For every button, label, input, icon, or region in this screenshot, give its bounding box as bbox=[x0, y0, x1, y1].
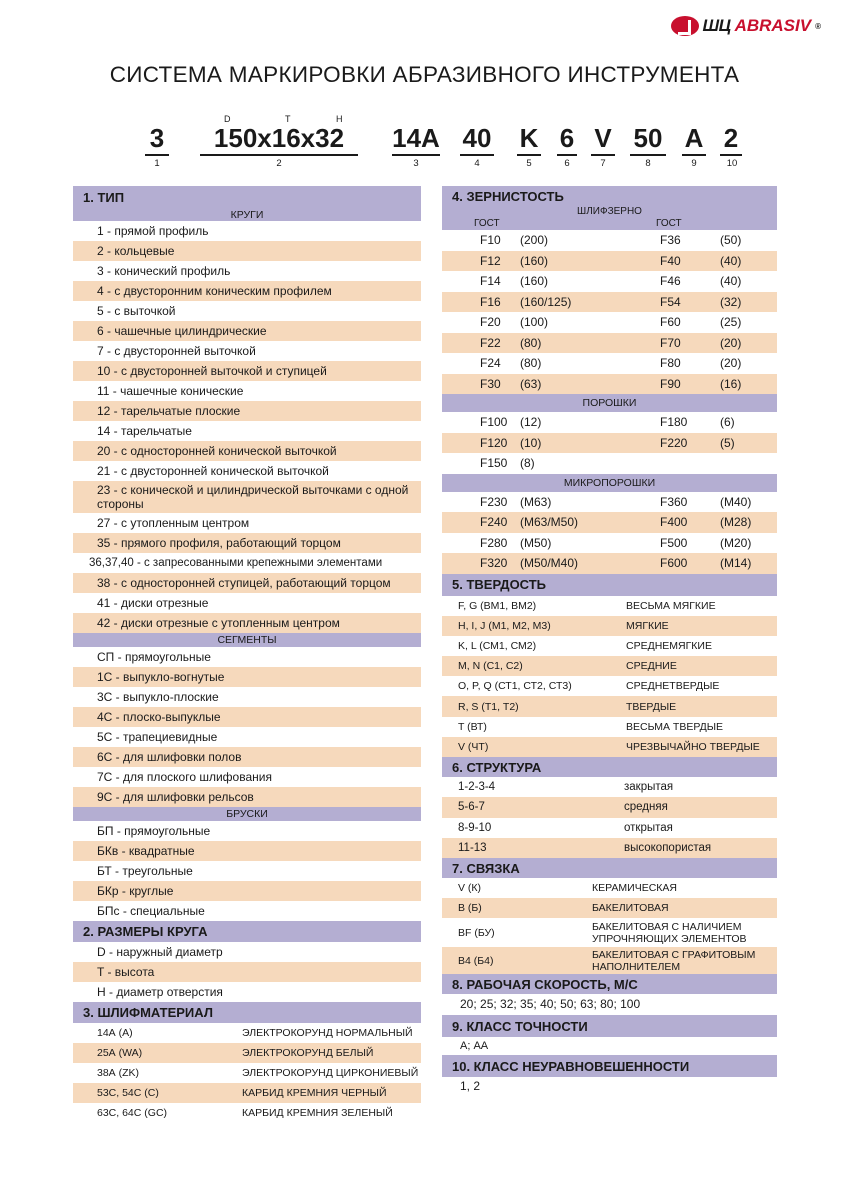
material-code: 25А (WA) bbox=[97, 1047, 143, 1059]
grit-fepa: F150 bbox=[480, 456, 508, 471]
grit-gost: (16) bbox=[720, 376, 742, 391]
row-value: закрытая bbox=[624, 781, 674, 794]
row-value: открытая bbox=[624, 821, 673, 834]
section-title-material: 3. ШЛИФМАТЕРИАЛ bbox=[73, 1002, 421, 1023]
row-key: V (К) bbox=[458, 882, 482, 895]
grit-gost: (5) bbox=[720, 435, 735, 450]
grit-gost: (6) bbox=[720, 415, 735, 430]
code-token: 50 bbox=[630, 122, 666, 156]
table-row bbox=[442, 947, 777, 974]
list-item: 6С - для шлифовки полов bbox=[73, 747, 421, 767]
grit-gost: (М63/М50) bbox=[520, 515, 579, 530]
material-name: ЭЛЕКТРОКОРУНД НОРМАЛЬНЫЙ bbox=[242, 1027, 413, 1039]
grit-fepa: F22 bbox=[480, 335, 501, 350]
list-item: 20 - с односторонней конической выточкой bbox=[73, 441, 421, 461]
row-key: B (Б) bbox=[458, 902, 482, 915]
grit-gost: (160) bbox=[520, 274, 549, 289]
grit-gost: (32) bbox=[720, 294, 742, 309]
list-item: 1С - выпукло-вогнутые bbox=[73, 667, 421, 687]
list-item: 4С - плоско-выпуклые bbox=[73, 707, 421, 727]
material-name: ЭЛЕКТРОКОРУНД БЕЛЫЙ bbox=[242, 1047, 374, 1059]
grit-row bbox=[442, 312, 777, 333]
grit-gost: (М20) bbox=[720, 535, 752, 550]
grit-gost: (80) bbox=[520, 335, 542, 350]
row-key: V (ЧТ) bbox=[458, 740, 489, 753]
section-title-grit: 4. ЗЕРНИСТОСТЬ bbox=[442, 186, 777, 206]
logo-text: ШЦ bbox=[702, 16, 731, 35]
code-token: 150х16х32 bbox=[200, 122, 358, 156]
grit-fepa: F500 bbox=[660, 535, 688, 550]
row-value: БАКЕЛИТОВАЯ С ГРАФИТОВЫМ НАПОЛНИТЕЛЕМ bbox=[592, 948, 756, 973]
row-key: 11-13 bbox=[458, 842, 487, 855]
grit-row bbox=[442, 251, 777, 272]
grit-table-mikroporoshki bbox=[442, 492, 777, 574]
subsection-mikroporoshki: МИКРОПОРОШКИ bbox=[442, 474, 777, 492]
left-column bbox=[73, 186, 421, 1123]
material-code: 38А (ZK) bbox=[97, 1067, 140, 1079]
row-value: ТВЕРДЫЕ bbox=[626, 700, 677, 713]
code-token: K bbox=[517, 122, 541, 156]
table-row bbox=[442, 878, 777, 898]
row-key: H, I, J (М1, М2, М3) bbox=[458, 619, 551, 632]
grit-row bbox=[442, 433, 777, 454]
row-value: СРЕДНЕМЯГКИЕ bbox=[626, 639, 712, 652]
material-code: 53С, 54С (С) bbox=[97, 1087, 159, 1099]
grit-fepa: F600 bbox=[660, 556, 688, 571]
code-number: 2 bbox=[276, 158, 282, 169]
row-key: R, S (Т1, Т2) bbox=[458, 700, 519, 713]
right-column bbox=[442, 186, 777, 1095]
grit-gost: (25) bbox=[720, 315, 742, 330]
row-key: T (ВТ) bbox=[458, 720, 487, 733]
grit-fepa: F120 bbox=[480, 435, 508, 450]
grit-fepa: F280 bbox=[480, 535, 508, 550]
grit-gost: (20) bbox=[720, 356, 742, 371]
grit-subheader bbox=[442, 206, 777, 230]
grit-gost: (63) bbox=[520, 376, 542, 391]
grit-row bbox=[442, 553, 777, 574]
row-key: 5-6-7 bbox=[458, 801, 485, 814]
table-row bbox=[73, 1083, 421, 1103]
section-title-structure: 6. СТРУКТУРА bbox=[442, 757, 777, 777]
grit-fepa: F30 bbox=[480, 376, 501, 391]
list-item: 23 - с конической и цилиндрической выточками с одной стороны bbox=[73, 481, 421, 513]
code-token: 3 bbox=[145, 122, 169, 156]
grit-fepa: F20 bbox=[480, 315, 501, 330]
list-item: СП - прямоугольные bbox=[73, 647, 421, 667]
grit-fepa: F12 bbox=[480, 253, 501, 268]
code-token: 6 bbox=[557, 122, 577, 156]
grit-row bbox=[442, 374, 777, 395]
brand-logo bbox=[671, 16, 821, 36]
section-title-accuracy: 9. КЛАСС ТОЧНОСТИ bbox=[442, 1015, 777, 1037]
grit-row bbox=[442, 333, 777, 354]
material-name: КАРБИД КРЕМНИЯ ЗЕЛЕНЫЙ bbox=[242, 1107, 393, 1119]
grit-fepa: F360 bbox=[660, 494, 688, 509]
list-item: 7С - для плоского шлифования bbox=[73, 767, 421, 787]
material-code: 63С, 64С (GC) bbox=[97, 1107, 168, 1119]
grit-gost: (8) bbox=[520, 456, 535, 471]
section-title-type: 1. ТИП bbox=[73, 186, 421, 208]
list-item: 10 - с двусторонней выточкой и ступицей bbox=[73, 361, 421, 381]
table-row bbox=[442, 696, 777, 716]
grit-fepa: F46 bbox=[660, 274, 681, 289]
row-key: 8-9-10 bbox=[458, 821, 492, 834]
list-item: БКр - круглые bbox=[73, 881, 421, 901]
row-key: 1-2-3-4 bbox=[458, 781, 496, 794]
row-key: M, N (С1, С2) bbox=[458, 660, 523, 673]
material-code: 14А (А) bbox=[97, 1027, 133, 1039]
grit-row bbox=[442, 533, 777, 554]
code-token: А bbox=[682, 122, 706, 156]
list-item: 5 - с выточкой bbox=[73, 301, 421, 321]
list-item: БП - прямоугольные bbox=[73, 821, 421, 841]
row-key: O, P, Q (СТ1, СТ2, СТ3) bbox=[458, 680, 572, 693]
grit-fepa: F54 bbox=[660, 294, 681, 309]
section-title-sizes: 2. РАЗМЕРЫ КРУГА bbox=[73, 921, 421, 942]
list-item: 7 - с двусторонней выточкой bbox=[73, 341, 421, 361]
table-row bbox=[442, 898, 777, 918]
row-value: МЯГКИЕ bbox=[626, 619, 669, 632]
grit-gost: (М40) bbox=[720, 494, 752, 509]
grit-fepa: F240 bbox=[480, 515, 508, 530]
grit-gost: (100) bbox=[520, 315, 549, 330]
grit-fepa: F16 bbox=[480, 294, 501, 309]
code-token: V bbox=[591, 122, 615, 156]
row-value: СРЕДНИЕ bbox=[626, 660, 677, 673]
grit-fepa: F180 bbox=[660, 415, 688, 430]
row-value: КЕРАМИЧЕСКАЯ bbox=[592, 882, 678, 895]
subsection-shlifzerno: ШЛИФЗЕРНО bbox=[577, 206, 642, 217]
dim-label-h: H bbox=[336, 114, 343, 124]
code-number: 9 bbox=[691, 158, 697, 169]
grit-fepa: F400 bbox=[660, 515, 688, 530]
table-row bbox=[442, 636, 777, 656]
table-row bbox=[442, 797, 777, 817]
subsection-poroshki: ПОРОШКИ bbox=[442, 394, 777, 412]
logo-registered: ® bbox=[815, 21, 821, 31]
material-name: ЭЛЕКТРОКОРУНД ЦИРКОНИЕВЫЙ bbox=[242, 1067, 419, 1079]
table-row bbox=[73, 1043, 421, 1063]
grit-table-shlifzerno bbox=[442, 230, 777, 394]
list-item: 4 - с двусторонним коническим профилем bbox=[73, 281, 421, 301]
list-item: 2 - кольцевые bbox=[73, 241, 421, 261]
grit-fepa: F40 bbox=[660, 253, 681, 268]
grit-gost: (20) bbox=[720, 335, 742, 350]
grit-gost: (М14) bbox=[720, 556, 752, 571]
subsection-segmenty: СЕГМЕНТЫ bbox=[73, 633, 421, 647]
code-number: 3 bbox=[413, 158, 419, 169]
list-item: БПс - специальные bbox=[73, 901, 421, 921]
list-item: БКв - квадратные bbox=[73, 841, 421, 861]
list-item: 12 - тарельчатые плоские bbox=[73, 401, 421, 421]
table-row bbox=[442, 656, 777, 676]
unbalance-values: 1, 2 bbox=[460, 1079, 481, 1094]
code-token: 2 bbox=[720, 122, 742, 156]
list-item: 9С - для шлифовки рельсов bbox=[73, 787, 421, 807]
grit-row bbox=[442, 353, 777, 374]
grit-fepa: F36 bbox=[660, 233, 681, 248]
row-value: высокопористая bbox=[624, 842, 712, 855]
grit-table-poroshki bbox=[442, 412, 777, 474]
table-row bbox=[73, 1063, 421, 1083]
accuracy-values: А; АА bbox=[460, 1040, 489, 1053]
table-row bbox=[442, 838, 777, 858]
code-number: 1 bbox=[154, 158, 160, 169]
table-row bbox=[442, 616, 777, 636]
grit-fepa: F14 bbox=[480, 274, 501, 289]
grit-fepa: F10 bbox=[480, 233, 501, 248]
row-value: ВЕСЬМА ТВЕРДЫЕ bbox=[626, 720, 724, 733]
subsection-krugi: КРУГИ bbox=[73, 208, 421, 221]
row-value: ВЕСЬМА МЯГКИЕ bbox=[626, 599, 716, 612]
row-key: B4 (Б4) bbox=[458, 954, 494, 967]
list-item: 36,37,40 - с запресованными крепежными элементами bbox=[73, 553, 421, 573]
grit-row bbox=[442, 453, 777, 474]
grit-gost: (40) bbox=[720, 274, 742, 289]
row-key: BF (БУ) bbox=[458, 926, 495, 939]
grit-fepa: F90 bbox=[660, 376, 681, 391]
grit-fepa: F320 bbox=[480, 556, 508, 571]
grit-gost: (40) bbox=[720, 253, 742, 268]
grit-row bbox=[442, 292, 777, 313]
list-item: 3С - выпукло-плоские bbox=[73, 687, 421, 707]
list-item: БТ - треугольные bbox=[73, 861, 421, 881]
hardness-table bbox=[442, 596, 777, 758]
grit-row bbox=[442, 512, 777, 533]
row-value: СРЕДНЕТВЕРДЫЕ bbox=[626, 680, 720, 693]
code-number: 4 bbox=[474, 158, 480, 169]
gost-label: ГОСТ bbox=[474, 218, 500, 229]
table-row bbox=[442, 737, 777, 757]
list-item: 14 - тарельчатые bbox=[73, 421, 421, 441]
list-item: 11 - чашечные конические bbox=[73, 381, 421, 401]
row-key: F, G (ВМ1, ВМ2) bbox=[458, 599, 537, 612]
table-row bbox=[73, 1103, 421, 1123]
row-key: K, L (СМ1, СМ2) bbox=[458, 639, 537, 652]
grit-gost: (50) bbox=[720, 233, 742, 248]
list-item: 3 - конический профиль bbox=[73, 261, 421, 281]
speed-values: 20; 25; 32; 35; 40; 50; 63; 80; 100 bbox=[460, 997, 641, 1012]
grit-gost: (М63) bbox=[520, 494, 552, 509]
list-item: 1 - прямой профиль bbox=[73, 221, 421, 241]
grit-gost: (80) bbox=[520, 356, 542, 371]
list-item: 27 - с утопленным центром bbox=[73, 513, 421, 533]
gost-label: ГОСТ bbox=[656, 218, 682, 229]
table-row bbox=[442, 676, 777, 696]
grit-fepa: F220 bbox=[660, 435, 688, 450]
list-item: 6 - чашечные цилиндрические bbox=[73, 321, 421, 341]
table-row bbox=[442, 918, 777, 947]
list-item: T - высота bbox=[73, 962, 421, 982]
grit-fepa: F60 bbox=[660, 315, 681, 330]
table-row bbox=[442, 818, 777, 838]
section-title-speed: 8. РАБОЧАЯ СКОРОСТЬ, М/С bbox=[442, 974, 777, 994]
list-item: D - наружный диаметр bbox=[73, 942, 421, 962]
grit-row bbox=[442, 492, 777, 513]
logo-text-abrasiv: ABRASIV bbox=[734, 16, 812, 35]
code-token: 14А bbox=[392, 122, 440, 156]
structure-table bbox=[442, 777, 777, 858]
row-value: ЧРЕЗВЫЧАЙНО ТВЕРДЫЕ bbox=[626, 740, 760, 753]
list-item: 42 - диски отрезные с утопленным центром bbox=[73, 613, 421, 633]
code-number: 6 bbox=[564, 158, 570, 169]
row-value: БАКЕЛИТОВАЯ bbox=[592, 902, 669, 915]
table-row bbox=[442, 596, 777, 616]
code-number: 10 bbox=[726, 158, 738, 169]
grit-fepa: F70 bbox=[660, 335, 681, 350]
grit-row bbox=[442, 271, 777, 292]
grit-fepa: F24 bbox=[480, 356, 501, 371]
table-row bbox=[442, 717, 777, 737]
row-value: БАКЕЛИТОВАЯ С НАЛИЧИЕМ УПРОЧНЯЮЩИХ ЭЛЕМЕНТОВ bbox=[592, 920, 747, 945]
list-item: 41 - диски отрезные bbox=[73, 593, 421, 613]
list-item: 5С - трапециевидные bbox=[73, 727, 421, 747]
grit-fepa: F80 bbox=[660, 356, 681, 371]
grit-gost: (М28) bbox=[720, 515, 752, 530]
row-value: средняя bbox=[624, 801, 668, 814]
table-row bbox=[442, 777, 777, 797]
page-title: СИСТЕМА МАРКИРОВКИ АБРАЗИВНОГО ИНСТРУМЕНТА bbox=[109, 62, 740, 87]
marking-example bbox=[0, 114, 849, 174]
code-token: 40 bbox=[460, 122, 494, 156]
grit-row bbox=[442, 230, 777, 251]
grit-gost: (160/125) bbox=[520, 294, 572, 309]
list-item: 21 - с двусторонней конической выточкой bbox=[73, 461, 421, 481]
grit-gost: (200) bbox=[520, 233, 549, 248]
grit-fepa: F230 bbox=[480, 494, 508, 509]
list-item: 38 - с односторонней ступицей, работающий торцом bbox=[73, 573, 421, 593]
subsection-bruski: БРУСКИ bbox=[73, 807, 421, 821]
section-title-unbalance: 10. КЛАСС НЕУРАВНОВЕШЕННОСТИ bbox=[442, 1055, 777, 1077]
grit-fepa: F100 bbox=[480, 415, 508, 430]
dim-label-d: D bbox=[224, 114, 231, 124]
grit-row bbox=[442, 412, 777, 433]
grit-gost: (160) bbox=[520, 253, 549, 268]
dim-label-t: T bbox=[285, 114, 291, 124]
code-number: 5 bbox=[526, 158, 532, 169]
grit-gost: (12) bbox=[520, 415, 542, 430]
grit-gost: (10) bbox=[520, 435, 542, 450]
material-name: КАРБИД КРЕМНИЯ ЧЕРНЫЙ bbox=[242, 1087, 387, 1099]
table-row bbox=[73, 1023, 421, 1043]
logo-mark-icon bbox=[671, 16, 699, 36]
grit-gost: (М50/М40) bbox=[520, 556, 579, 571]
code-number: 8 bbox=[645, 158, 651, 169]
list-item: 35 - прямого профиля, работающий торцом bbox=[73, 533, 421, 553]
list-item: H - диаметр отверстия bbox=[73, 982, 421, 1002]
bond-table bbox=[442, 878, 777, 974]
section-title-bond: 7. СВЯЗКА bbox=[442, 858, 777, 878]
section-title-hardness: 5. ТВЕРДОСТЬ bbox=[442, 574, 777, 596]
grit-gost: (М50) bbox=[520, 535, 552, 550]
code-number: 7 bbox=[600, 158, 606, 169]
